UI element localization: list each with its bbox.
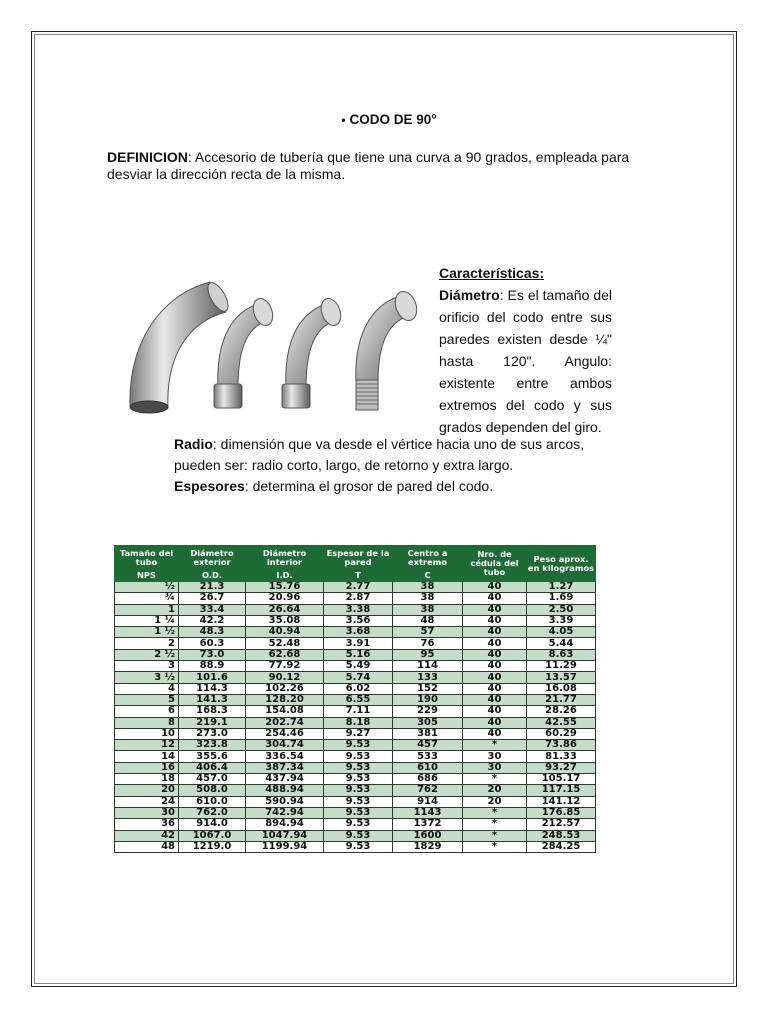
table-cell-inner-diameter: 488.94 — [246, 785, 324, 796]
table-cell-wall-thickness: 2.77 — [324, 582, 393, 593]
column-header-outer-diameter: Diámetro exterior — [179, 546, 246, 570]
table-cell-center-to-end: 1600 — [393, 830, 463, 841]
table-cell-weight: 42.55 — [527, 717, 596, 728]
table-row — [115, 706, 596, 717]
table-cell-center-to-end: 914 — [393, 796, 463, 807]
table-cell-weight: 16.08 — [527, 683, 596, 694]
table-cell-center-to-end: 1829 — [393, 841, 463, 852]
table-cell-outer-diameter: 33.4 — [179, 604, 246, 615]
table-row — [115, 740, 596, 751]
table-cell-outer-diameter: 219.1 — [179, 717, 246, 728]
table-cell-schedule: * — [463, 841, 527, 852]
table-cell-nps: ½ — [115, 582, 179, 593]
table-cell-outer-diameter: 762.0 — [179, 807, 246, 818]
table-cell-nps: 2 ½ — [115, 649, 179, 660]
table-cell-nps: 30 — [115, 807, 179, 818]
table-cell-outer-diameter: 168.3 — [179, 706, 246, 717]
table-row — [115, 728, 596, 739]
table-cell-center-to-end: 1372 — [393, 819, 463, 830]
table-row — [115, 830, 596, 841]
diameter-text: : Es el tamaño del orificio del codo entre sus paredes existen desde ¼" hasta 120". Angulo: existente entre ambos extremos del codo y sus grados dependen del giro. — [439, 287, 612, 435]
table-cell-schedule: 40 — [463, 683, 527, 694]
table-cell-weight: 4.05 — [527, 627, 596, 638]
column-header-nps: Tamaño del tubo — [115, 546, 179, 570]
definition-label: DEFINICION — [107, 149, 188, 165]
table-cell-inner-diameter: 40.94 — [246, 627, 324, 638]
thickness-paragraph — [174, 476, 624, 497]
table-cell-nps: 6 — [115, 706, 179, 717]
table-cell-wall-thickness: 9.53 — [324, 841, 393, 852]
table-cell-center-to-end: 48 — [393, 615, 463, 626]
characteristics-block — [439, 262, 612, 438]
bullet-icon: • — [341, 113, 346, 127]
table-cell-outer-diameter: 60.3 — [179, 638, 246, 649]
table-row — [115, 615, 596, 626]
page-title — [0, 112, 768, 127]
table-cell-wall-thickness: 3.38 — [324, 604, 393, 615]
column-subheader-outer-diameter: O.D. — [179, 570, 246, 582]
table-cell-outer-diameter: 610.0 — [179, 796, 246, 807]
table-cell-outer-diameter: 355.6 — [179, 751, 246, 762]
table-cell-wall-thickness: 9.53 — [324, 740, 393, 751]
column-subheader-wall-thickness: T — [324, 570, 393, 582]
table-cell-weight: 93.27 — [527, 762, 596, 773]
table-cell-center-to-end: 686 — [393, 774, 463, 785]
table-row — [115, 638, 596, 649]
column-subheader-nps: NPS — [115, 570, 179, 582]
table-cell-wall-thickness: 9.53 — [324, 785, 393, 796]
table-cell-weight: 284.25 — [527, 841, 596, 852]
column-header-weight: Peso aprox. en kilogramos — [527, 546, 596, 582]
table-cell-wall-thickness: 9.53 — [324, 796, 393, 807]
table-cell-nps: 24 — [115, 796, 179, 807]
table-cell-center-to-end: 38 — [393, 582, 463, 593]
table-cell-center-to-end: 38 — [393, 604, 463, 615]
table-row — [115, 774, 596, 785]
table-cell-nps: ¾ — [115, 593, 179, 604]
table-cell-wall-thickness: 5.16 — [324, 649, 393, 660]
table-row — [115, 785, 596, 796]
table-cell-center-to-end: 762 — [393, 785, 463, 796]
table-cell-outer-diameter: 114.3 — [179, 683, 246, 694]
table-cell-center-to-end: 229 — [393, 706, 463, 717]
table-cell-weight: 8.63 — [527, 649, 596, 660]
table-cell-nps: 1 ¼ — [115, 615, 179, 626]
table-cell-center-to-end: 114 — [393, 661, 463, 672]
table-cell-inner-diameter: 437.94 — [246, 774, 324, 785]
column-header-center-to-end: Centro a extremo — [393, 546, 463, 570]
table-cell-schedule: * — [463, 819, 527, 830]
table-cell-inner-diameter: 304.74 — [246, 740, 324, 751]
table-cell-inner-diameter: 1047.94 — [246, 830, 324, 841]
table-cell-nps: 2 — [115, 638, 179, 649]
table-cell-inner-diameter: 20.96 — [246, 593, 324, 604]
thickness-label: Espesores — [174, 478, 245, 494]
table-body — [115, 582, 596, 853]
table-cell-weight: 248.53 — [527, 830, 596, 841]
table-cell-schedule: 30 — [463, 762, 527, 773]
table-cell-schedule: 40 — [463, 627, 527, 638]
diameter-paragraph — [439, 284, 612, 438]
table-cell-outer-diameter: 73.0 — [179, 649, 246, 660]
table-cell-nps: 16 — [115, 762, 179, 773]
table-cell-schedule: 40 — [463, 582, 527, 593]
table-row — [115, 762, 596, 773]
column-subheader-center-to-end: C — [393, 570, 463, 582]
table-cell-schedule: 40 — [463, 661, 527, 672]
table-cell-inner-diameter: 128.20 — [246, 694, 324, 705]
title-text: CODO DE 90° — [349, 112, 437, 127]
table-cell-nps: 4 — [115, 683, 179, 694]
table-row — [115, 694, 596, 705]
characteristics-heading: Características: — [439, 265, 545, 281]
radius-label: Radio — [174, 436, 213, 452]
table-cell-nps: 48 — [115, 841, 179, 852]
table-cell-outer-diameter: 42.2 — [179, 615, 246, 626]
table-cell-inner-diameter: 90.12 — [246, 672, 324, 683]
table-cell-schedule: 40 — [463, 615, 527, 626]
table-header-row — [115, 546, 596, 570]
thickness-text: : determina el grosor de pared del codo. — [244, 478, 494, 494]
table-cell-wall-thickness: 5.49 — [324, 661, 393, 672]
table-cell-nps: 36 — [115, 819, 179, 830]
table-cell-schedule: 40 — [463, 694, 527, 705]
table-cell-weight: 105.17 — [527, 774, 596, 785]
table-cell-schedule: 30 — [463, 751, 527, 762]
table-cell-schedule: 40 — [463, 672, 527, 683]
table-cell-inner-diameter: 62.68 — [246, 649, 324, 660]
table-cell-outer-diameter: 457.0 — [179, 774, 246, 785]
column-header-schedule: Nro. de cédula del tubo — [463, 546, 527, 582]
table-cell-center-to-end: 1143 — [393, 807, 463, 818]
table-cell-weight: 3.39 — [527, 615, 596, 626]
column-subheader-inner-diameter: I.D. — [246, 570, 324, 582]
table-row — [115, 717, 596, 728]
table-cell-inner-diameter: 102.26 — [246, 683, 324, 694]
table-cell-outer-diameter: 1219.0 — [179, 841, 246, 852]
table-cell-outer-diameter: 141.3 — [179, 694, 246, 705]
table-cell-schedule: 40 — [463, 717, 527, 728]
table-cell-wall-thickness: 2.87 — [324, 593, 393, 604]
table-cell-weight: 60.29 — [527, 728, 596, 739]
table-row — [115, 672, 596, 683]
table-cell-outer-diameter: 508.0 — [179, 785, 246, 796]
table-cell-nps: 14 — [115, 751, 179, 762]
table-cell-nps: 3 ½ — [115, 672, 179, 683]
characteristics-continued — [174, 434, 624, 497]
table-cell-center-to-end: 305 — [393, 717, 463, 728]
table-cell-schedule: 40 — [463, 649, 527, 660]
table-cell-inner-diameter: 590.94 — [246, 796, 324, 807]
definition-paragraph — [107, 149, 672, 183]
table-cell-inner-diameter: 1199.94 — [246, 841, 324, 852]
table-cell-schedule: 40 — [463, 604, 527, 615]
table-row — [115, 683, 596, 694]
table-cell-inner-diameter: 202.74 — [246, 717, 324, 728]
table-cell-weight: 11.29 — [527, 661, 596, 672]
table-cell-wall-thickness: 7.11 — [324, 706, 393, 717]
table-cell-inner-diameter: 742.94 — [246, 807, 324, 818]
table-cell-inner-diameter: 894.94 — [246, 819, 324, 830]
table-cell-weight: 21.77 — [527, 694, 596, 705]
table-cell-wall-thickness: 6.02 — [324, 683, 393, 694]
elbow-threaded-icon — [356, 288, 421, 410]
table-cell-outer-diameter: 101.6 — [179, 672, 246, 683]
table-cell-schedule: 40 — [463, 728, 527, 739]
table-cell-weight: 2.50 — [527, 604, 596, 615]
table-cell-weight: 141.12 — [527, 796, 596, 807]
table-cell-wall-thickness: 9.53 — [324, 762, 393, 773]
table-cell-center-to-end: 76 — [393, 638, 463, 649]
table-cell-weight: 5.44 — [527, 638, 596, 649]
table-cell-weight: 117.15 — [527, 785, 596, 796]
table-cell-nps: 1 — [115, 604, 179, 615]
table-cell-nps: 5 — [115, 694, 179, 705]
table-cell-wall-thickness: 9.27 — [324, 728, 393, 739]
table-row — [115, 582, 596, 593]
table-cell-schedule: 20 — [463, 796, 527, 807]
table-cell-weight: 81.33 — [527, 751, 596, 762]
table-cell-schedule: * — [463, 830, 527, 841]
table-cell-nps: 20 — [115, 785, 179, 796]
table-cell-wall-thickness: 9.53 — [324, 819, 393, 830]
table-cell-inner-diameter: 336.54 — [246, 751, 324, 762]
table-cell-schedule: * — [463, 774, 527, 785]
elbow-spec-table — [114, 545, 596, 853]
table-cell-center-to-end: 57 — [393, 627, 463, 638]
definition-text: : Accesorio de tubería que tiene una curva a 90 grados, empleada para desviar la dirección recta de la misma. — [107, 149, 630, 182]
table-cell-nps: 12 — [115, 740, 179, 751]
table-cell-inner-diameter: 52.48 — [246, 638, 324, 649]
table-cell-inner-diameter: 26.64 — [246, 604, 324, 615]
table-cell-schedule: 40 — [463, 638, 527, 649]
table-cell-center-to-end: 381 — [393, 728, 463, 739]
table-cell-outer-diameter: 21.3 — [179, 582, 246, 593]
table-cell-wall-thickness: 9.53 — [324, 751, 393, 762]
table-cell-weight: 1.27 — [527, 582, 596, 593]
elbow-photos-svg — [128, 276, 428, 418]
table-cell-schedule: * — [463, 807, 527, 818]
table-cell-weight: 73.86 — [527, 740, 596, 751]
table-row — [115, 841, 596, 852]
table-cell-weight: 28.26 — [527, 706, 596, 717]
table-cell-inner-diameter: 35.08 — [246, 615, 324, 626]
table-cell-outer-diameter: 406.4 — [179, 762, 246, 773]
table-cell-wall-thickness: 3.91 — [324, 638, 393, 649]
table-cell-wall-thickness: 9.53 — [324, 774, 393, 785]
table-cell-nps: 10 — [115, 728, 179, 739]
table-cell-wall-thickness: 3.68 — [324, 627, 393, 638]
table-cell-wall-thickness: 8.18 — [324, 717, 393, 728]
table-cell-outer-diameter: 48.3 — [179, 627, 246, 638]
table-cell-inner-diameter: 77.92 — [246, 661, 324, 672]
table-cell-weight: 1.69 — [527, 593, 596, 604]
table-cell-wall-thickness: 6.55 — [324, 694, 393, 705]
table-cell-center-to-end: 38 — [393, 593, 463, 604]
table-cell-nps: 1 ½ — [115, 627, 179, 638]
table-row — [115, 627, 596, 638]
table-cell-wall-thickness: 5.74 — [324, 672, 393, 683]
table-cell-inner-diameter: 254.46 — [246, 728, 324, 739]
table-cell-outer-diameter: 273.0 — [179, 728, 246, 739]
table-cell-inner-diameter: 154.08 — [246, 706, 324, 717]
table-row — [115, 661, 596, 672]
column-header-inner-diameter: Diámetro interior — [246, 546, 324, 570]
table-cell-center-to-end: 95 — [393, 649, 463, 660]
table-cell-nps: 8 — [115, 717, 179, 728]
radius-paragraph — [174, 434, 624, 476]
table-cell-inner-diameter: 15.76 — [246, 582, 324, 593]
table-cell-outer-diameter: 323.8 — [179, 740, 246, 751]
table-cell-center-to-end: 133 — [393, 672, 463, 683]
table-cell-schedule: 20 — [463, 785, 527, 796]
table-cell-center-to-end: 190 — [393, 694, 463, 705]
table-cell-outer-diameter: 26.7 — [179, 593, 246, 604]
table-cell-center-to-end: 152 — [393, 683, 463, 694]
table-cell-nps: 42 — [115, 830, 179, 841]
column-header-wall-thickness: Espesor de la pared — [324, 546, 393, 570]
table-cell-inner-diameter: 387.34 — [246, 762, 324, 773]
table-row — [115, 604, 596, 615]
table-cell-weight: 13.57 — [527, 672, 596, 683]
table-cell-nps: 3 — [115, 661, 179, 672]
table-cell-outer-diameter: 914.0 — [179, 819, 246, 830]
table-row — [115, 796, 596, 807]
table-cell-weight: 212.57 — [527, 819, 596, 830]
table-cell-center-to-end: 457 — [393, 740, 463, 751]
table-row — [115, 751, 596, 762]
table-row — [115, 649, 596, 660]
table-cell-center-to-end: 533 — [393, 751, 463, 762]
table-cell-outer-diameter: 1067.0 — [179, 830, 246, 841]
table-cell-schedule: 40 — [463, 593, 527, 604]
table-row — [115, 593, 596, 604]
table-cell-nps: 18 — [115, 774, 179, 785]
table-cell-center-to-end: 610 — [393, 762, 463, 773]
elbow-photos — [128, 276, 428, 418]
table-cell-weight: 176.85 — [527, 807, 596, 818]
elbow-threaded-icon — [282, 296, 344, 408]
table-cell-wall-thickness: 3.56 — [324, 615, 393, 626]
table-cell-wall-thickness: 9.53 — [324, 807, 393, 818]
table-row — [115, 807, 596, 818]
table-cell-schedule: 40 — [463, 706, 527, 717]
table-cell-wall-thickness: 9.53 — [324, 830, 393, 841]
table-cell-outer-diameter: 88.9 — [179, 661, 246, 672]
table-row — [115, 819, 596, 830]
table-cell-schedule: * — [463, 740, 527, 751]
radius-text: : dimensión que va desde el vértice hacia uno de sus arcos, pueden ser: radio corto, largo, de retorno y extra largo. — [174, 436, 585, 473]
diameter-label: Diámetro — [439, 287, 500, 303]
